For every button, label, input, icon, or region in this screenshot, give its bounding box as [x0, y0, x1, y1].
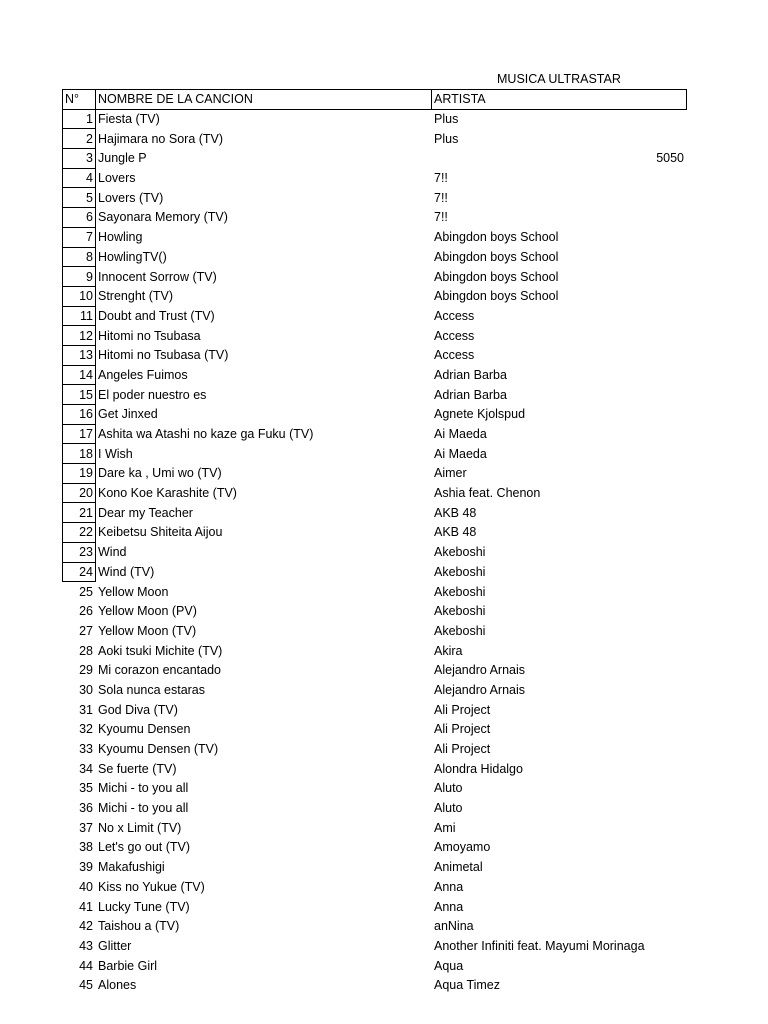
table-row — [63, 444, 687, 464]
row-number: 27 — [79, 623, 93, 638]
table-row — [63, 720, 687, 740]
row-number: 34 — [79, 761, 93, 776]
song-name: Kiss no Yukue (TV) — [98, 879, 205, 894]
song-rows — [63, 109, 687, 995]
artist-cell — [432, 956, 687, 976]
artist-name: Alejandro Arnais — [434, 682, 526, 697]
artist-cell — [432, 188, 687, 208]
artist-name: Ali Project — [434, 702, 491, 717]
artist-cell — [432, 838, 687, 858]
song-name: Wind — [98, 545, 127, 560]
row-number: 40 — [79, 879, 93, 894]
table-row — [63, 503, 687, 523]
song-name: Get Jinxed — [98, 407, 158, 422]
row-number: 12 — [63, 326, 96, 346]
row-number: 5 — [63, 188, 96, 208]
artist-cell — [432, 405, 687, 425]
table-row — [63, 877, 687, 897]
table-row — [63, 582, 687, 602]
header-number: N° — [63, 90, 96, 110]
song-name: Sayonara Memory (TV) — [98, 210, 228, 225]
song-name: HowlingTV() — [98, 249, 167, 264]
artist-name: Ashia feat. Chenon — [434, 486, 541, 501]
song-name: Let's go out (TV) — [98, 840, 191, 855]
artist-cell — [432, 601, 687, 621]
artist-cell — [432, 464, 687, 484]
row-number: 4 — [63, 168, 96, 188]
artist-cell — [432, 483, 687, 503]
artist-cell — [432, 857, 687, 877]
artist-name: Abingdon boys School — [434, 249, 559, 264]
row-number: 32 — [79, 722, 93, 737]
table-row — [63, 700, 687, 720]
artist-name: 7!! — [434, 210, 448, 225]
row-number: 14 — [63, 365, 96, 385]
artist-name: Alejandro Arnais — [434, 663, 526, 678]
table-row — [63, 129, 687, 149]
artist-name: 7!! — [434, 190, 448, 205]
artist-name: Agnete Kjolspud — [434, 407, 526, 422]
table-row — [63, 759, 687, 779]
artist-cell — [432, 936, 687, 956]
artist-cell — [432, 424, 687, 444]
song-name: Lovers — [98, 171, 136, 186]
table-row — [63, 464, 687, 484]
table-row — [63, 109, 687, 129]
table-row — [63, 365, 687, 385]
artist-cell — [432, 345, 687, 365]
row-number: 23 — [63, 542, 96, 562]
song-name: Hitomi no Tsubasa (TV) — [98, 348, 229, 363]
song-name: Ashita wa Atashi no kaze ga Fuku (TV) — [98, 427, 314, 442]
row-number: 19 — [63, 464, 96, 484]
row-number: 44 — [79, 958, 93, 973]
row-number: 36 — [79, 801, 93, 816]
song-name: No x Limit (TV) — [98, 820, 182, 835]
artist-name: Amoyamo — [434, 840, 491, 855]
song-name: Doubt and Trust (TV) — [98, 308, 215, 323]
table-row — [63, 936, 687, 956]
artist-cell — [432, 306, 687, 326]
song-table — [62, 89, 687, 996]
artist-name: Access — [434, 308, 475, 323]
table-row — [63, 621, 687, 641]
song-name: Sola nunca estaras — [98, 682, 206, 697]
table-row — [63, 897, 687, 917]
song-name: Kono Koe Karashite (TV) — [98, 486, 237, 501]
artist-cell — [432, 897, 687, 917]
artist-cell — [432, 877, 687, 897]
artist-cell — [432, 720, 687, 740]
song-name: Taishou a (TV) — [98, 919, 180, 934]
row-number: 31 — [79, 702, 93, 717]
artist-cell — [432, 444, 687, 464]
artist-cell — [432, 798, 687, 818]
artist-name: Abingdon boys School — [434, 269, 559, 284]
table-row — [63, 975, 687, 995]
artist-name: Aluto — [434, 781, 463, 796]
artist-name: Anna — [434, 879, 464, 894]
artist-cell — [432, 700, 687, 720]
artist-name: AKB 48 — [434, 525, 477, 540]
song-name: Dear my Teacher — [98, 505, 193, 520]
row-number: 39 — [79, 860, 93, 875]
table-row — [63, 779, 687, 799]
row-number: 16 — [63, 405, 96, 425]
table-row — [63, 523, 687, 543]
artist-name: Ami — [434, 820, 456, 835]
table-row — [63, 188, 687, 208]
table-row — [63, 405, 687, 425]
artist-name: Abingdon boys School — [434, 230, 559, 245]
song-name: Jungle P — [98, 151, 147, 166]
table-row — [63, 818, 687, 838]
artist-name: Adrian Barba — [434, 367, 507, 382]
artist-name: Anna — [434, 899, 464, 914]
header-row — [63, 90, 687, 110]
song-name: Wind (TV) — [98, 564, 155, 579]
artist-name: Plus — [434, 112, 459, 127]
row-number: 33 — [79, 742, 93, 757]
artist-name: Akeboshi — [434, 545, 486, 560]
row-number: 2 — [63, 129, 96, 149]
table-row — [63, 562, 687, 582]
artist-name: anNina — [434, 919, 474, 934]
artist-name: Access — [434, 328, 475, 343]
row-number: 15 — [63, 385, 96, 405]
song-name: El poder nuestro es — [98, 387, 207, 402]
artist-cell — [432, 208, 687, 228]
song-name: Aoki tsuki Michite (TV) — [98, 643, 223, 658]
row-number: 1 — [63, 109, 96, 129]
song-name: Glitter — [98, 938, 132, 953]
song-name: Yellow Moon (TV) — [98, 623, 197, 638]
row-number: 17 — [63, 424, 96, 444]
row-number: 10 — [63, 286, 96, 306]
row-number: 8 — [63, 247, 96, 267]
row-number: 9 — [63, 267, 96, 287]
row-number: 45 — [79, 978, 93, 993]
artist-cell — [432, 916, 687, 936]
artist-cell — [432, 523, 687, 543]
row-number: 21 — [63, 503, 96, 523]
row-number: 37 — [79, 820, 93, 835]
table-row — [63, 424, 687, 444]
row-number: 30 — [79, 682, 93, 697]
artist-name: Alondra Hidalgo — [434, 761, 523, 776]
table-row — [63, 227, 687, 247]
artist-name: Aqua — [434, 958, 464, 973]
artist-cell — [432, 621, 687, 641]
artist-cell — [432, 286, 687, 306]
row-number: 11 — [63, 306, 96, 326]
song-name: Strenght (TV) — [98, 289, 174, 304]
artist-name: Akira — [434, 643, 463, 658]
table-row — [63, 306, 687, 326]
table-row — [63, 798, 687, 818]
artist-cell — [432, 326, 687, 346]
song-name: Hitomi no Tsubasa — [98, 328, 201, 343]
artist-name: Ai Maeda — [434, 446, 487, 461]
header-artist: ARTISTA — [432, 90, 687, 110]
row-number: 20 — [63, 483, 96, 503]
artist-cell — [432, 975, 687, 995]
row-number: 22 — [63, 523, 96, 543]
artist-name: Akeboshi — [434, 623, 486, 638]
table-row — [63, 739, 687, 759]
artist-cell — [432, 680, 687, 700]
song-name: Keibetsu Shiteita Aijou — [98, 525, 223, 540]
table-row — [63, 168, 687, 188]
artist-cell — [432, 227, 687, 247]
row-number: 18 — [63, 444, 96, 464]
song-name: Innocent Sorrow (TV) — [98, 269, 217, 284]
row-number: 29 — [79, 663, 93, 678]
artist-cell — [432, 582, 687, 602]
row-number: 7 — [63, 227, 96, 247]
song-name: Se fuerte (TV) — [98, 761, 177, 776]
table-row — [63, 385, 687, 405]
header-song-name: NOMBRE DE LA CANCION — [96, 90, 432, 110]
table-row — [63, 247, 687, 267]
table-row — [63, 345, 687, 365]
artist-cell — [432, 109, 687, 129]
artist-name: Akeboshi — [434, 604, 486, 619]
artist-name: Abingdon boys School — [434, 289, 559, 304]
song-name: God Diva (TV) — [98, 702, 178, 717]
row-number: 3 — [63, 149, 96, 169]
artist-name: Akeboshi — [434, 564, 486, 579]
artist-cell — [432, 149, 687, 169]
song-name: Yellow Moon (PV) — [98, 604, 197, 619]
artist-cell — [432, 542, 687, 562]
song-name: Angeles Fuimos — [98, 367, 188, 382]
song-name: Barbie Girl — [98, 958, 158, 973]
artist-name: Plus — [434, 131, 459, 146]
artist-cell — [432, 759, 687, 779]
row-number: 28 — [79, 643, 93, 658]
song-name: Hajimara no Sora (TV) — [98, 131, 224, 146]
table-row — [63, 542, 687, 562]
song-name: Dare ka , Umi wo (TV) — [98, 466, 222, 481]
artist-name: AKB 48 — [434, 505, 477, 520]
song-name: Kyoumu Densen — [98, 722, 191, 737]
table-row — [63, 149, 687, 169]
row-number: 26 — [79, 604, 93, 619]
artist-cell — [432, 168, 687, 188]
table-row — [63, 956, 687, 976]
artist-cell — [432, 129, 687, 149]
song-name: Lovers (TV) — [98, 190, 164, 205]
table-row — [63, 857, 687, 877]
artist-cell — [432, 739, 687, 759]
artist-name: Another Infiniti feat. Mayumi Morinaga — [434, 938, 645, 953]
artist-cell — [432, 247, 687, 267]
artist-cell — [432, 503, 687, 523]
table-row — [63, 208, 687, 228]
artist-cell — [432, 660, 687, 680]
table-row — [63, 326, 687, 346]
song-name: Michi - to you all — [98, 801, 189, 816]
song-name: Yellow Moon — [98, 584, 169, 599]
artist-cell — [432, 385, 687, 405]
artist-name: Ali Project — [434, 742, 491, 757]
artist-name: Animetal — [434, 860, 483, 875]
row-number: 6 — [63, 208, 96, 228]
row-number: 43 — [79, 938, 93, 953]
artist-name: Adrian Barba — [434, 387, 507, 402]
table-row — [63, 286, 687, 306]
table-row — [63, 267, 687, 287]
song-name: Kyoumu Densen (TV) — [98, 742, 219, 757]
artist-cell — [432, 267, 687, 287]
artist-name: Aluto — [434, 801, 463, 816]
artist-name: Akeboshi — [434, 584, 486, 599]
artist-cell — [432, 818, 687, 838]
row-number: 38 — [79, 840, 93, 855]
song-name: Lucky Tune (TV) — [98, 899, 190, 914]
sheet-title: MUSICA ULTRASTAR — [497, 72, 621, 86]
table-row — [63, 641, 687, 661]
artist-cell — [432, 365, 687, 385]
table-row — [63, 660, 687, 680]
row-number: 41 — [79, 899, 93, 914]
artist-cell — [432, 779, 687, 799]
artist-name: Ali Project — [434, 722, 491, 737]
song-name: Alones — [98, 978, 137, 993]
song-name: Mi corazon encantado — [98, 663, 221, 678]
song-name: Makafushigi — [98, 860, 165, 875]
row-number: 24 — [63, 562, 96, 582]
song-name: Michi - to you all — [98, 781, 189, 796]
artist-cell — [432, 562, 687, 582]
table-row — [63, 483, 687, 503]
row-number: 42 — [79, 919, 93, 934]
row-number: 35 — [79, 781, 93, 796]
extra-value: 5050 — [656, 151, 684, 166]
table-row — [63, 680, 687, 700]
artist-name: Aimer — [434, 466, 467, 481]
artist-name: Access — [434, 348, 475, 363]
artist-name: 7!! — [434, 171, 448, 186]
artist-cell — [432, 641, 687, 661]
table-row — [63, 838, 687, 858]
row-number: 25 — [79, 584, 93, 599]
artist-name: Aqua Timez — [434, 978, 501, 993]
song-name: Fiesta (TV) — [98, 112, 160, 127]
table-row — [63, 916, 687, 936]
song-name: I Wish — [98, 446, 133, 461]
row-number: 13 — [63, 345, 96, 365]
song-name: Howling — [98, 230, 143, 245]
artist-name: Ai Maeda — [434, 427, 487, 442]
table-row — [63, 601, 687, 621]
